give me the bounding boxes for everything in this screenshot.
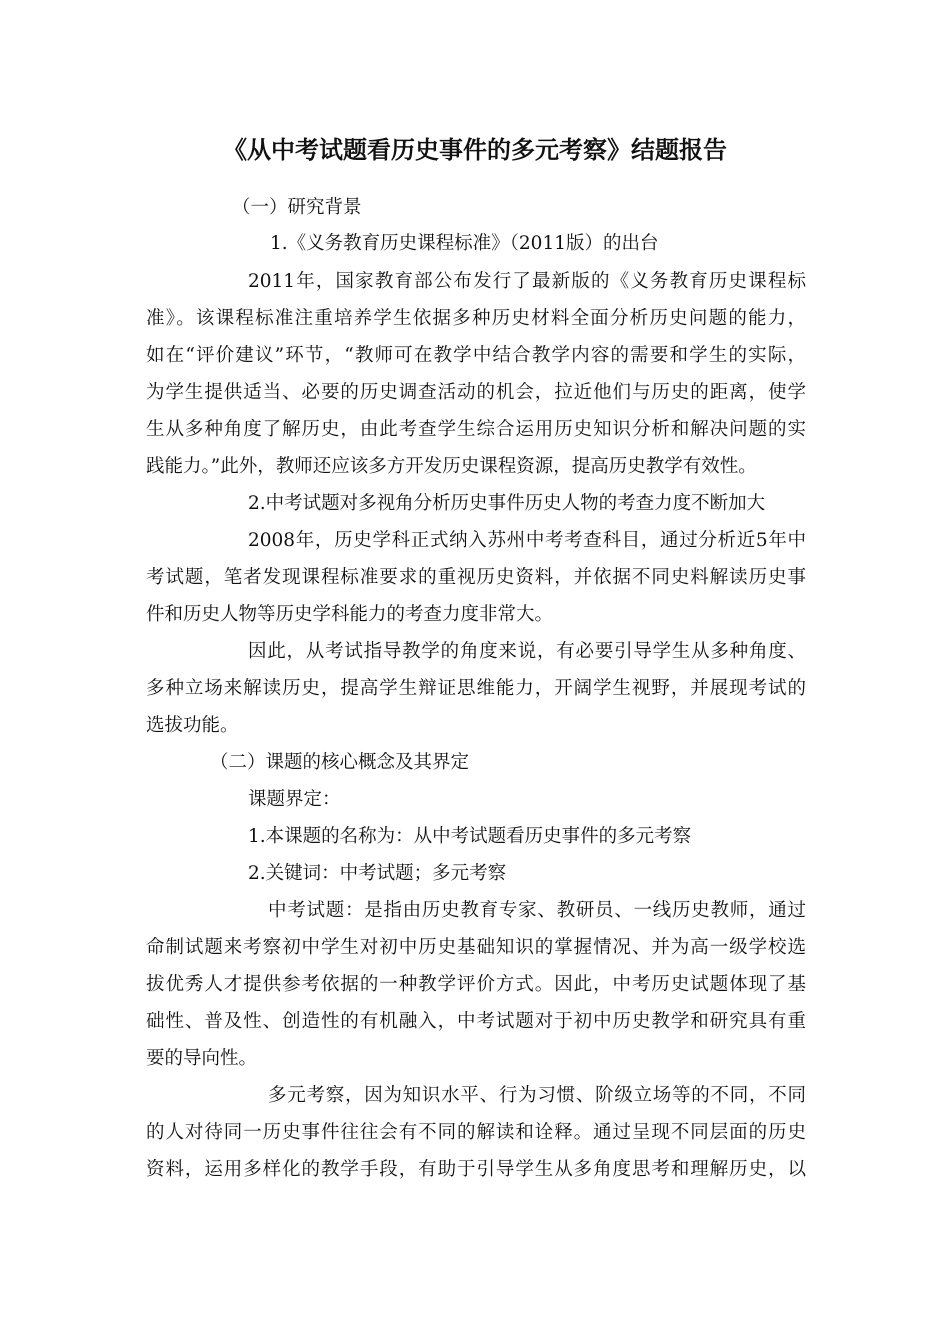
paragraph-line: 础性、普及性、创造性的有机融入，中考试题对于初中历史教学和研究具有重	[146, 1011, 806, 1032]
paragraph-line: 拔优秀人才提供参考依据的一种教学评价方式。因此，中考历史试题体现了基	[146, 974, 806, 995]
paragraph-line: 因此，从考试指导教学的角度来说，有必要引导学生从多种角度、	[248, 641, 806, 662]
paragraph-line: 中考试题：是指由历史教育专家、教研员、一线历史教师，通过	[268, 900, 806, 921]
paragraph-line: 的人对待同一历史事件往往会有不同的解读和诠释。通过呈现不同层面的历史	[146, 1122, 806, 1143]
paragraph-line: 件和历史人物等历史学科能力的考查力度非常大。	[146, 604, 554, 625]
paragraph-line: 考试题，笔者发现课程标准要求的重视历史资料，并依据不同史料解读历史事	[146, 567, 806, 588]
paragraph-line: 选拔功能。	[146, 715, 239, 736]
paragraph-line: 2011年，国家教育部公布发行了最新版的《义务教育历史课程标	[248, 271, 806, 292]
subheading-definition: 课题界定：	[248, 789, 341, 810]
paragraph-line: 多种立场来解读历史，提高学生辩证思维能力，开阔学生视野，并展现考试的	[146, 678, 806, 699]
paragraph-line: 2008年，历史学科正式纳入苏州中考考查科目，通过分析近5年中	[248, 530, 806, 551]
paragraph-line: 准》。该课程标准注重培养学生依据多种历史材料全面分析历史问题的能力，	[146, 308, 806, 329]
paragraph-line: 命制试题来考察初中学生对初中历史基础知识的掌握情况、并为高一级学校选	[146, 937, 806, 958]
paragraph-line: 资料，运用多样化的教学手段，有助于引导学生从多角度思考和理解历史，以	[146, 1159, 806, 1180]
paragraph-line: 要的导向性。	[146, 1048, 258, 1069]
paragraph-line: 多元考察，因为知识水平、行为习惯、阶级立场等的不同，不同	[268, 1085, 806, 1106]
paragraph-line: 如在“评价建议”环节，“教师可在教学中结合教学内容的需要和学生的实际，	[146, 345, 806, 366]
list-item: 2.关键词：中考试题；多元考察	[248, 863, 507, 884]
subheading-exam-trend: 2.中考试题对多视角分析历史事件历史人物的考查力度不断加大	[248, 493, 766, 514]
document-title: 《从中考试题看历史事件的多元考察》结题报告	[223, 136, 727, 164]
section-heading-core-concepts: （二）课题的核心概念及其界定	[210, 752, 470, 773]
paragraph-line: 为学生提供适当、必要的历史调查活动的机会，拉近他们与历史的距离，使学	[146, 382, 806, 403]
paragraph-line: 践能力。”此外，教师还应该多方开发历史课程资源，提高历史教学有效性。	[146, 456, 757, 477]
list-item: 1.本课题的名称为：从中考试题看历史事件的多元考察	[248, 826, 692, 847]
paragraph-line: 生从多种角度了解历史，由此考查学生综合运用历史知识分析和解决问题的实	[146, 419, 806, 440]
subheading-curriculum-standard: 1.《义务教育历史课程标准》（2011版）的出台	[270, 233, 659, 254]
section-heading-background: （一）研究背景	[232, 197, 362, 218]
